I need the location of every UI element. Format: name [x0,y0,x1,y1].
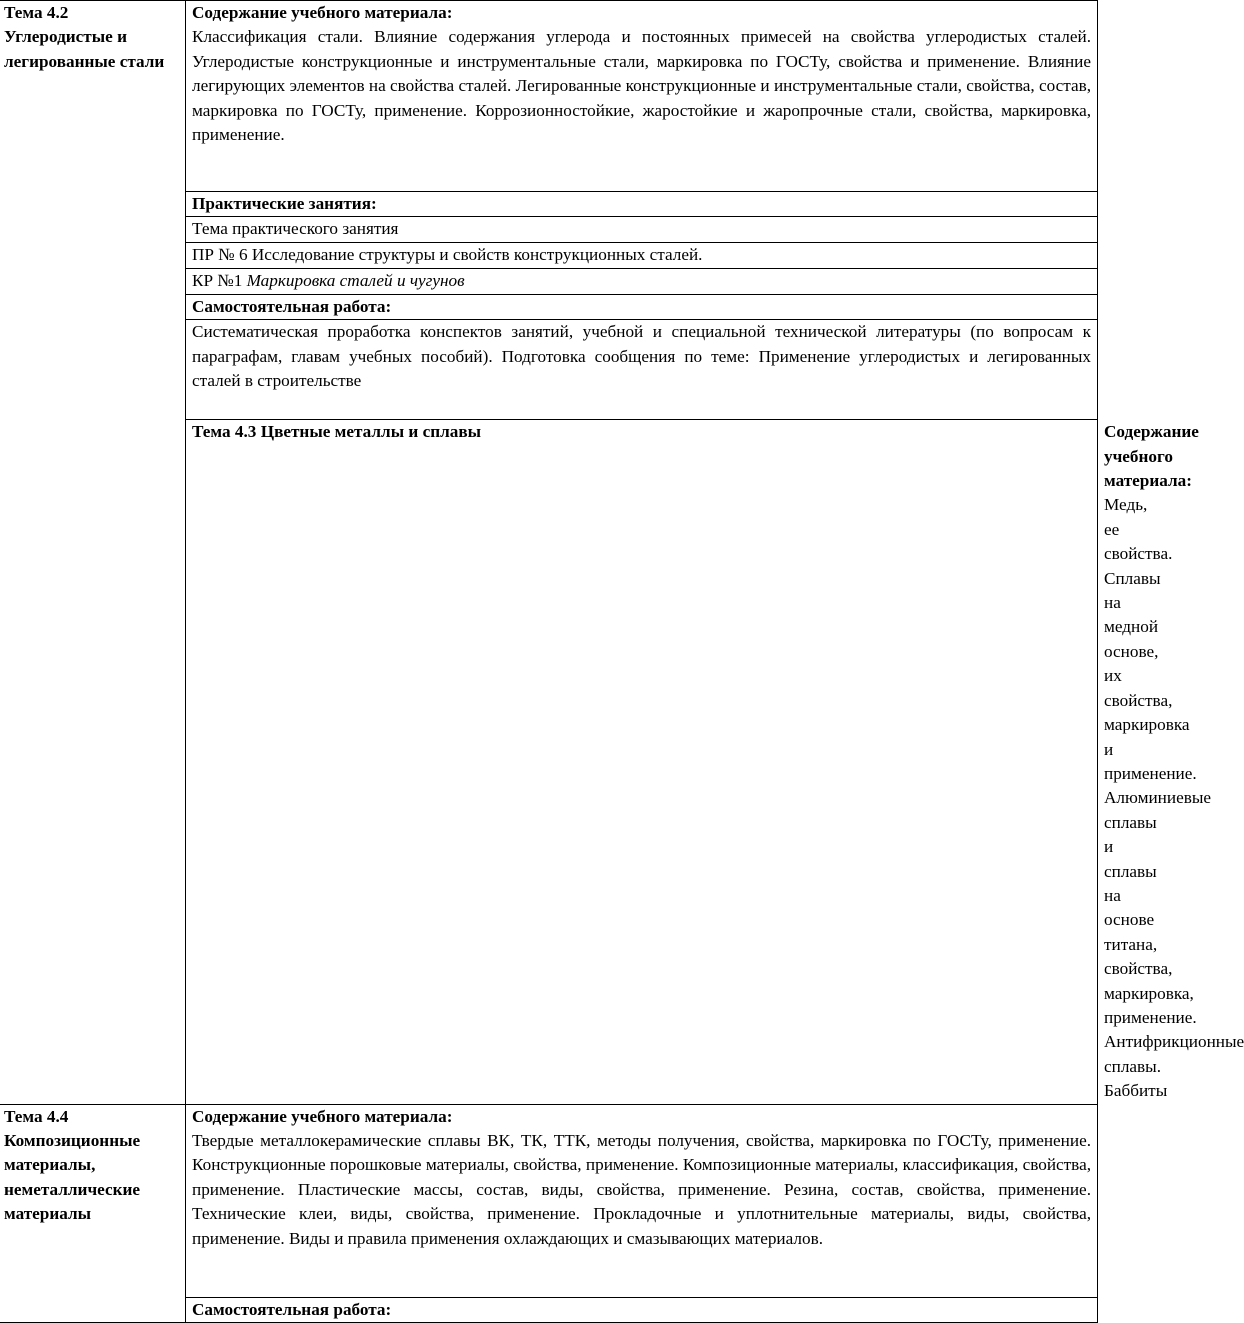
practice-topic-label: Тема практического занятия [186,217,1098,242]
control-work-title: Маркировка сталей и чугунов [246,270,465,290]
content-text: Классификация стали. Влияние содержания углерода и постоянных примесей на свойства углеродистых сталей. Углеродистые конструкционные и инструментальные стали, маркировка по ГОСТу, свойства и применение. Влияние легирующих элементов на свойства сталей. Легированные конструкционные и инструментальные стали, свойства, состав, маркировка по ГОСТу, применение. Коррозионностойкие, жаростойкие и жаропрочные стали, свойства, маркировка, применение. [192,27,1091,145]
content-text: Твердые металлокерамические сплавы ВК, ТК, ТТК, методы получения, свойства, маркировка по ГОСТу, применение. Конструкционные порошковые материалы, свойства, применение. Композиционные материалы, классификация, свойства, применение. Пластические массы, состав, виды, свойства, применение. Резина, состав, свойства, применение. Технические клеи, виды, свойства, применение. Прокладочные и уплотнительные материалы, виды, свойства, применение. Виды и правила применения охлаждающих и смазывающих материалов. [192,1131,1091,1248]
topic-4-2-content-cell [186,1,1098,192]
topic-4-3-title: Тема 4.3 Цветные металлы и сплавы [186,420,1098,1104]
table-row [0,1,1098,192]
independent-header: Самостоятельная работа: [186,1297,1098,1322]
practical-work-item: ПР № 6 Исследование структуры и свойств конструкционных сталей. [186,242,1098,268]
content-header: Содержание учебного материала: [192,1106,453,1126]
topic-4-2-title: Тема 4.2 Углеродистые и легированные стали [0,1,186,1105]
table-row: Тема 4.3 Цветные металлы и сплавы Содержание учебного материала: Медь, ее свойства. Сплавы на медной основе, их свойства, маркировка и применение. Алюминиевые сплавы и сплавы на основе титана, свойства, маркировка, применение. Антифрикционные сплавы. Баббиты [0,420,1098,1104]
table-row [0,1104,1098,1297]
control-work-prefix: КР №1 [192,270,243,290]
topic-4-4-title: Тема 4.4 Композиционные материалы, неметаллические материалы [0,1104,186,1322]
topic-4-4-content-cell [186,1104,1098,1297]
independent-text: Систематическая проработка конспектов занятий, учебной и специальной технической литературы (по вопросам к параграфам, главам учебных пособий). Подготовка сообщения по теме: Применение углеродистых и легированных сталей в строительстве [186,320,1098,420]
content-header: Содержание учебного материала: [192,3,453,22]
control-work-item [186,268,1098,294]
independent-header: Самостоятельная работа: [186,294,1098,319]
practice-header: Практические занятия: [186,192,1098,217]
